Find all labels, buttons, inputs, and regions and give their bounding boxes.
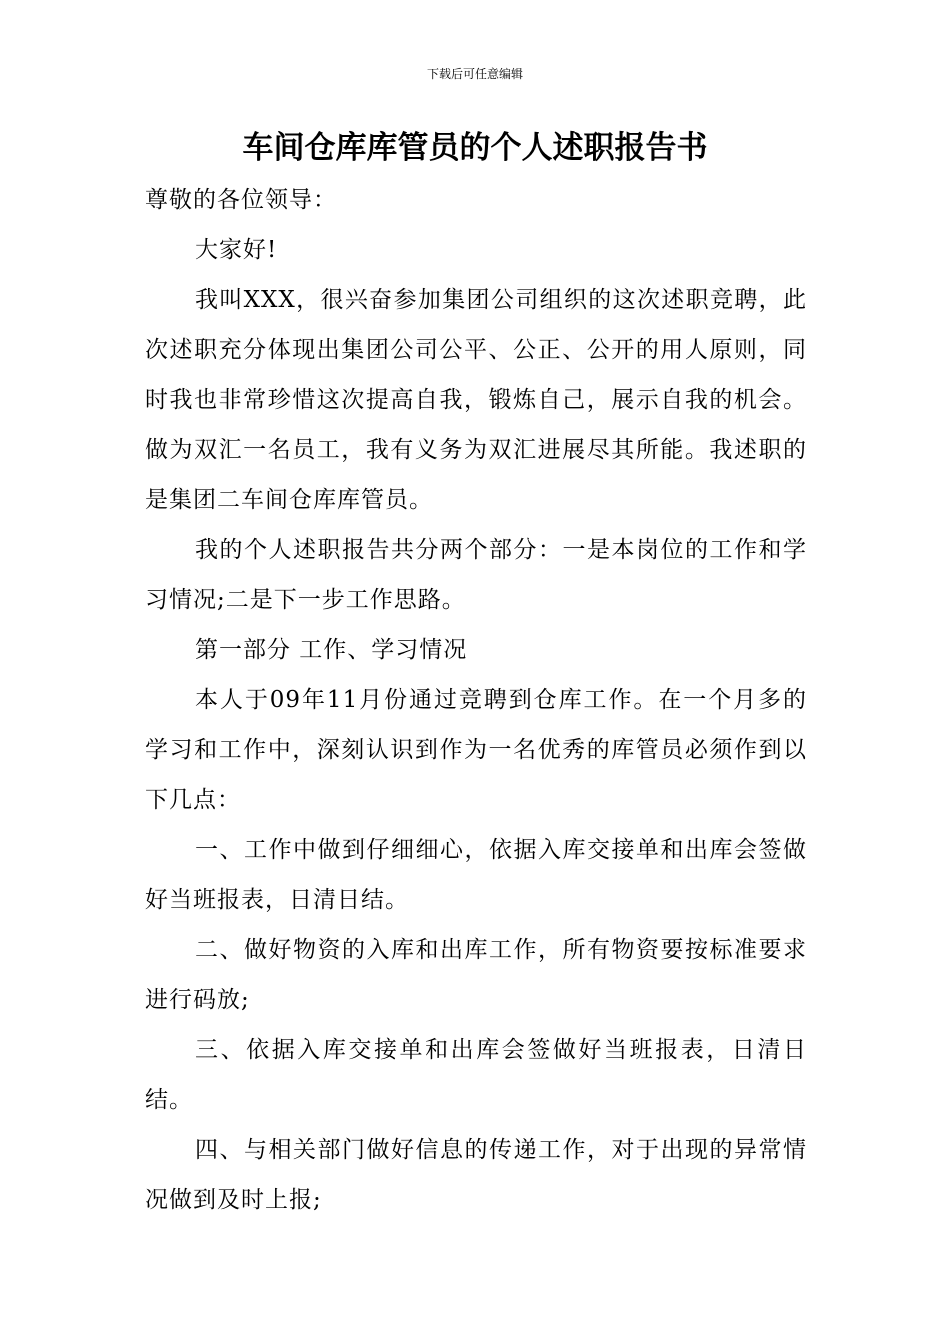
header-note: 下载后可任意编辑 [426, 67, 523, 81]
list-item-4: 四、与相关部门做好信息的传递工作，对于出现的异常情况做到及时上报; [145, 1137, 807, 1213]
document-body [145, 175, 807, 1225]
paragraph-intro: 我叫XXX，很兴奋参加集团公司组织的这次述职竞聘，此次述职充分体现出集团公司公平、公正、公开的用人原则，同时我也非常珍惜这次提高自我，锻炼自己，展示自我的机会。做为双汇一名员工，我有义务为双汇进展尽其所能。我述职的是集团二车间仓库库管员。 [145, 287, 807, 513]
salutation: 尊敬的各位领导： [145, 187, 337, 213]
greeting: 大家好! [195, 237, 278, 263]
section-heading-part-one: 第一部分 工作、学习情况 [195, 637, 468, 663]
list-item-1: 一、工作中做到仔细细心，依据入库交接单和出库会签做好当班报表，日清日结。 [145, 837, 807, 913]
list-item-3: 三、依据入库交接单和出库会签做好当班报表，日清日结。 [145, 1037, 807, 1113]
document-title: 车间仓库库管员的个人述职报告书 [242, 130, 708, 166]
paragraph-work-start: 本人于09年11月份通过竞聘到仓库工作。在一个月多的学习和工作中，深刻认识到作为一名优秀的库管员必须作到以下几点： [145, 687, 807, 813]
paragraph-outline: 我的个人述职报告共分两个部分：一是本岗位的工作和学习情况;二是下一步工作思路。 [145, 537, 807, 613]
list-item-2: 二、做好物资的入库和出库工作，所有物资要按标准要求进行码放; [145, 937, 807, 1013]
